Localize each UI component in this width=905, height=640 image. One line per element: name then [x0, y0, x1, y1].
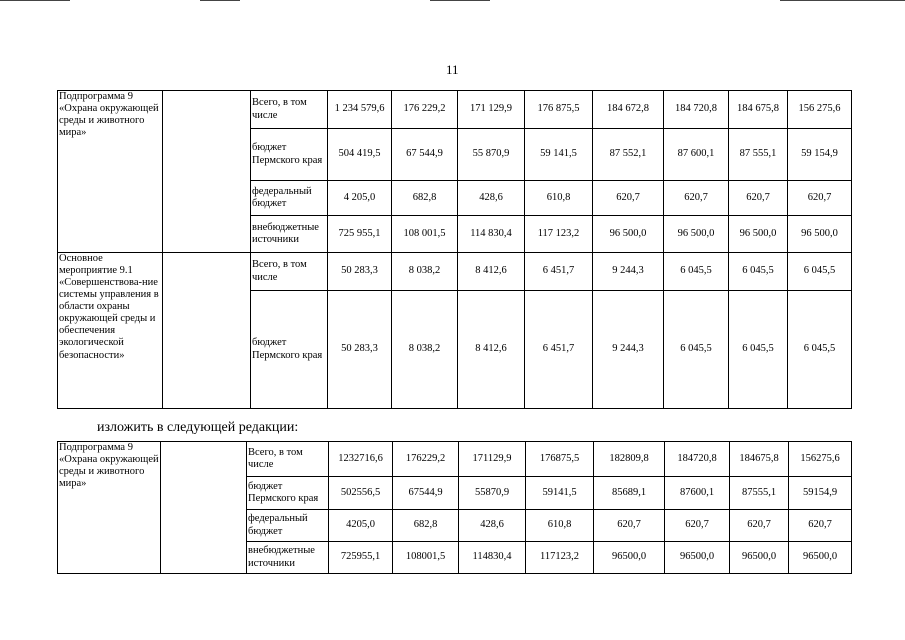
empty-cell — [161, 442, 247, 574]
amount-cell: 114830,4 — [459, 542, 526, 574]
table-row — [58, 442, 852, 477]
amount-cell: 8 412,6 — [458, 291, 525, 409]
amount-cell: 4 205,0 — [328, 181, 392, 216]
amount-cell: 59 141,5 — [525, 129, 593, 181]
amount-cell: 620,7 — [594, 510, 665, 542]
amount-cell: 725 955,1 — [328, 216, 392, 253]
amount-cell: 156 275,6 — [788, 91, 852, 129]
amount-cell: 8 412,6 — [458, 253, 525, 291]
program-name-cell: Подпрограмма 9 «Охрана окружающей среды и животного мира» — [58, 442, 161, 574]
amount-cell: 610,8 — [525, 181, 593, 216]
program-name-cell: Основное мероприятие 9.1 «Совершенствова-ние системы управления в области охраны окружающей среды и обеспечения экологической безопасности» — [58, 253, 163, 409]
amount-cell: 67544,9 — [393, 477, 459, 510]
amount-cell: 1 234 579,6 — [328, 91, 392, 129]
amount-cell: 504 419,5 — [328, 129, 392, 181]
amount-cell: 9 244,3 — [593, 253, 664, 291]
funding-source-cell: Всего, в том числе — [251, 91, 328, 129]
amount-cell: 502556,5 — [329, 477, 393, 510]
amount-cell: 117123,2 — [526, 542, 594, 574]
amount-cell: 59141,5 — [526, 477, 594, 510]
amount-cell: 176229,2 — [393, 442, 459, 477]
amount-cell: 87600,1 — [665, 477, 730, 510]
amount-cell: 50 283,3 — [328, 253, 392, 291]
amount-cell: 96 500,0 — [664, 216, 729, 253]
funding-source-cell: бюджет Пермского края — [247, 477, 329, 510]
amount-cell: 184 672,8 — [593, 91, 664, 129]
amount-cell: 620,7 — [593, 181, 664, 216]
scan-edge-line — [780, 0, 905, 1]
amount-cell: 96500,0 — [594, 542, 665, 574]
budget-table-new — [57, 441, 852, 574]
scan-edge-line — [200, 0, 240, 1]
amount-cell: 8 038,2 — [392, 291, 458, 409]
amount-cell: 6 045,5 — [664, 291, 729, 409]
amount-cell: 6 045,5 — [729, 253, 788, 291]
amount-cell: 96500,0 — [730, 542, 789, 574]
amount-cell: 725955,1 — [329, 542, 393, 574]
funding-source-cell: федеральный бюджет — [247, 510, 329, 542]
amount-cell: 182809,8 — [594, 442, 665, 477]
amount-cell: 610,8 — [526, 510, 594, 542]
amount-cell: 96 500,0 — [729, 216, 788, 253]
amount-cell: 50 283,3 — [328, 291, 392, 409]
amount-cell: 184 720,8 — [664, 91, 729, 129]
amount-cell: 87 552,1 — [593, 129, 664, 181]
amount-cell: 620,7 — [789, 510, 852, 542]
amount-cell: 55870,9 — [459, 477, 526, 510]
amount-cell: 620,7 — [788, 181, 852, 216]
funding-source-cell: внебюджетные источники — [251, 216, 328, 253]
amount-cell: 6 045,5 — [788, 291, 852, 409]
amount-cell: 1232716,6 — [329, 442, 393, 477]
amount-cell: 59 154,9 — [788, 129, 852, 181]
amount-cell: 176 875,5 — [525, 91, 593, 129]
table-row — [58, 253, 852, 291]
amount-cell: 6 045,5 — [788, 253, 852, 291]
funding-source-cell: Всего, в том числе — [251, 253, 328, 291]
scan-edge-line — [430, 0, 490, 1]
amount-cell: 96 500,0 — [593, 216, 664, 253]
amount-cell: 59154,9 — [789, 477, 852, 510]
budget-table-old — [57, 90, 852, 409]
funding-source-cell: федеральный бюджет — [251, 181, 328, 216]
amount-cell: 114 830,4 — [458, 216, 525, 253]
empty-cell — [163, 91, 251, 253]
amount-cell: 96 500,0 — [788, 216, 852, 253]
funding-source-cell: Всего, в том числе — [247, 442, 329, 477]
amount-cell: 171 129,9 — [458, 91, 525, 129]
amount-cell: 96500,0 — [665, 542, 730, 574]
amount-cell: 4205,0 — [329, 510, 393, 542]
amount-cell: 108001,5 — [393, 542, 459, 574]
empty-cell — [163, 253, 251, 409]
amount-cell: 171129,9 — [459, 442, 526, 477]
scan-edge-line — [0, 0, 70, 1]
section-heading: изложить в следующей редакции: — [97, 420, 299, 435]
amount-cell: 87555,1 — [730, 477, 789, 510]
amount-cell: 620,7 — [729, 181, 788, 216]
funding-source-cell: внебюджетные источники — [247, 542, 329, 574]
amount-cell: 9 244,3 — [593, 291, 664, 409]
amount-cell: 620,7 — [730, 510, 789, 542]
amount-cell: 87 600,1 — [664, 129, 729, 181]
amount-cell: 96500,0 — [789, 542, 852, 574]
amount-cell: 184720,8 — [665, 442, 730, 477]
program-name-cell: Подпрограмма 9 «Охрана окружающей среды и животного мира» — [58, 91, 163, 253]
amount-cell: 6 451,7 — [525, 253, 593, 291]
funding-source-cell: бюджет Пермского края — [251, 291, 328, 409]
amount-cell: 682,8 — [392, 181, 458, 216]
amount-cell: 85689,1 — [594, 477, 665, 510]
amount-cell: 67 544,9 — [392, 129, 458, 181]
table-row — [58, 91, 852, 129]
amount-cell: 176 229,2 — [392, 91, 458, 129]
amount-cell: 6 045,5 — [664, 253, 729, 291]
amount-cell: 176875,5 — [526, 442, 594, 477]
page-number: 11 — [446, 62, 459, 77]
amount-cell: 428,6 — [458, 181, 525, 216]
amount-cell: 87 555,1 — [729, 129, 788, 181]
amount-cell: 428,6 — [459, 510, 526, 542]
funding-source-cell: бюджет Пермского края — [251, 129, 328, 181]
amount-cell: 620,7 — [665, 510, 730, 542]
amount-cell: 8 038,2 — [392, 253, 458, 291]
amount-cell: 620,7 — [664, 181, 729, 216]
amount-cell: 108 001,5 — [392, 216, 458, 253]
amount-cell: 156275,6 — [789, 442, 852, 477]
amount-cell: 6 451,7 — [525, 291, 593, 409]
amount-cell: 682,8 — [393, 510, 459, 542]
amount-cell: 6 045,5 — [729, 291, 788, 409]
amount-cell: 184675,8 — [730, 442, 789, 477]
amount-cell: 184 675,8 — [729, 91, 788, 129]
amount-cell: 117 123,2 — [525, 216, 593, 253]
amount-cell: 55 870,9 — [458, 129, 525, 181]
